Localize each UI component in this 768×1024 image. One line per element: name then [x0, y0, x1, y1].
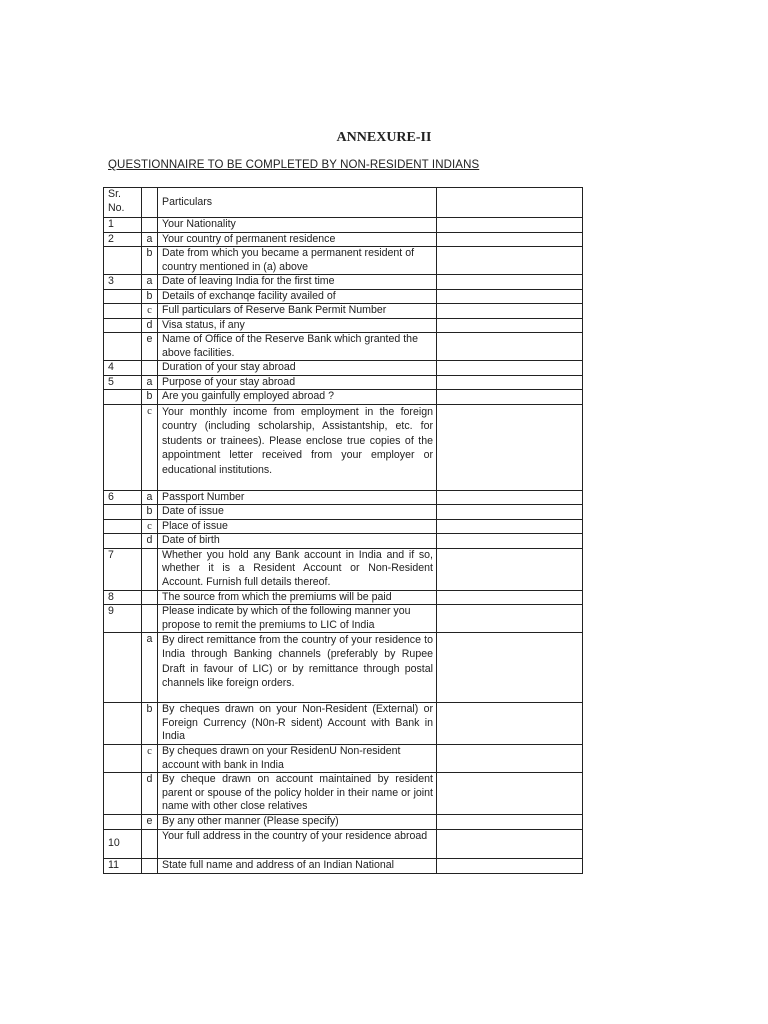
- particulars-cell: Duration of your stay abroad: [158, 361, 437, 376]
- sr-no-cell: [104, 318, 142, 333]
- table-row: [104, 605, 583, 633]
- answer-cell[interactable]: [437, 519, 583, 534]
- particulars-cell: Are you gainfully employed abroad ?: [158, 390, 437, 405]
- particulars-cell: Date of leaving India for the first time: [158, 275, 437, 290]
- particulars-cell: Place of issue: [158, 519, 437, 534]
- sub-item-cell: b: [142, 247, 158, 275]
- sr-no-cell: [104, 505, 142, 520]
- particulars-cell: Your full address in the country of your residence abroad: [158, 829, 437, 858]
- table-row: [104, 829, 583, 858]
- header-sub: [142, 188, 158, 218]
- table-header-row: [104, 188, 583, 218]
- answer-cell[interactable]: [437, 829, 583, 858]
- sub-item-cell: [142, 605, 158, 633]
- sub-item-cell: [142, 218, 158, 233]
- sub-item-cell: b: [142, 703, 158, 745]
- answer-cell[interactable]: [437, 633, 583, 703]
- table-row: [104, 333, 583, 361]
- table-row: [104, 590, 583, 605]
- table-row: [104, 633, 583, 703]
- sr-no-cell: 10: [104, 829, 142, 858]
- table-row: [104, 218, 583, 233]
- questionnaire-title: QUESTIONNAIRE TO BE COMPLETED BY NON-RESIDENT INDIANS: [108, 159, 480, 171]
- sr-no-cell: [104, 390, 142, 405]
- particulars-cell: Your monthly income from employment in the foreign country (including scholarship, Assistantship, etc. for students or trainees). Please enclose true copies of the appointment letter received from your employer or educational institutions.: [158, 404, 437, 490]
- sub-item-cell: [142, 361, 158, 376]
- answer-cell[interactable]: [437, 218, 583, 233]
- particulars-cell: Name of Office of the Reserve Bank which granted the above facilities.: [158, 333, 437, 361]
- answer-cell[interactable]: [437, 490, 583, 505]
- sub-item-cell: b: [142, 289, 158, 304]
- sr-no-cell: [104, 773, 142, 815]
- answer-cell[interactable]: [437, 590, 583, 605]
- table-row: [104, 318, 583, 333]
- answer-cell[interactable]: [437, 318, 583, 333]
- answer-cell[interactable]: [437, 703, 583, 745]
- answer-cell[interactable]: [437, 815, 583, 830]
- sub-item-cell: a: [142, 232, 158, 247]
- sub-item-cell: a: [142, 490, 158, 505]
- sub-item-cell: a: [142, 275, 158, 290]
- sub-item-cell: d: [142, 773, 158, 815]
- answer-cell[interactable]: [437, 505, 583, 520]
- sr-no-cell: [104, 404, 142, 490]
- table-row: [104, 815, 583, 830]
- table-row: [104, 534, 583, 549]
- table-row: [104, 773, 583, 815]
- sub-item-cell: c: [142, 304, 158, 319]
- sub-item-cell: a: [142, 375, 158, 390]
- table-row: [104, 361, 583, 376]
- particulars-cell: Your country of permanent residence: [158, 232, 437, 247]
- table-row: [104, 703, 583, 745]
- sr-no-cell: [104, 703, 142, 745]
- particulars-cell: Details of exchanqe facility availed of: [158, 289, 437, 304]
- sr-no-cell: [104, 289, 142, 304]
- table-row: [104, 548, 583, 590]
- sub-item-cell: b: [142, 505, 158, 520]
- particulars-cell: Purpose of your stay abroad: [158, 375, 437, 390]
- answer-cell[interactable]: [437, 548, 583, 590]
- table-row: [104, 505, 583, 520]
- answer-cell[interactable]: [437, 247, 583, 275]
- sub-item-cell: e: [142, 815, 158, 830]
- sr-no-cell: [104, 247, 142, 275]
- answer-cell[interactable]: [437, 289, 583, 304]
- particulars-cell: By cheque drawn on account maintained by resident parent or spouse of the policy holder in their name or joint name with other close relatives: [158, 773, 437, 815]
- sr-no-cell: 5: [104, 375, 142, 390]
- answer-cell[interactable]: [437, 858, 583, 873]
- answer-cell[interactable]: [437, 375, 583, 390]
- table-row: [104, 519, 583, 534]
- table-row: [104, 304, 583, 319]
- particulars-cell: By any other manner (Please specify): [158, 815, 437, 830]
- sr-no-cell: 9: [104, 605, 142, 633]
- particulars-cell: By cheques drawn on your Non-Resident (External) or Foreign Currency (N0n-R sident) Account with Bank in India: [158, 703, 437, 745]
- sr-no-cell: [104, 815, 142, 830]
- sub-item-cell: [142, 829, 158, 858]
- answer-cell[interactable]: [437, 404, 583, 490]
- table-row: [104, 390, 583, 405]
- sub-item-cell: c: [142, 404, 158, 490]
- sub-item-cell: [142, 548, 158, 590]
- answer-cell[interactable]: [437, 232, 583, 247]
- answer-cell[interactable]: [437, 361, 583, 376]
- answer-cell[interactable]: [437, 773, 583, 815]
- particulars-cell: Date of issue: [158, 505, 437, 520]
- sr-no-cell: [104, 519, 142, 534]
- sub-item-cell: b: [142, 390, 158, 405]
- answer-cell[interactable]: [437, 390, 583, 405]
- answer-cell[interactable]: [437, 304, 583, 319]
- sr-no-cell: [104, 304, 142, 319]
- annexure-title: ANNEXURE-II: [336, 130, 432, 145]
- answer-cell[interactable]: [437, 605, 583, 633]
- sub-item-cell: a: [142, 633, 158, 703]
- sr-no-cell: 3: [104, 275, 142, 290]
- header-sr-no: Sr. No.: [104, 188, 142, 218]
- sub-item-cell: [142, 590, 158, 605]
- answer-cell[interactable]: [437, 333, 583, 361]
- sr-no-cell: 8: [104, 590, 142, 605]
- particulars-cell: Date from which you became a permanent resident of country mentioned in (a) above: [158, 247, 437, 275]
- answer-cell[interactable]: [437, 534, 583, 549]
- sub-item-cell: d: [142, 534, 158, 549]
- particulars-cell: Please indicate by which of the following manner you propose to remit the premiums to LIC of India: [158, 605, 437, 633]
- particulars-cell: State full name and address of an Indian National: [158, 858, 437, 873]
- sr-no-cell: 1: [104, 218, 142, 233]
- table-row: [104, 232, 583, 247]
- sub-item-cell: e: [142, 333, 158, 361]
- answer-cell[interactable]: [437, 275, 583, 290]
- header-particulars: Particulars: [158, 188, 437, 218]
- particulars-cell: By cheques drawn on your ResidenU Non-resident account with bank in India: [158, 745, 437, 773]
- sr-no-cell: [104, 534, 142, 549]
- sr-no-cell: 6: [104, 490, 142, 505]
- answer-cell[interactable]: [437, 745, 583, 773]
- sr-no-cell: [104, 633, 142, 703]
- particulars-cell: Full particulars of Reserve Bank Permit Number: [158, 304, 437, 319]
- table-row: [104, 247, 583, 275]
- particulars-cell: Date of birth: [158, 534, 437, 549]
- sr-no-cell: 4: [104, 361, 142, 376]
- sr-no-cell: [104, 745, 142, 773]
- table-row: [104, 404, 583, 490]
- sr-no-cell: [104, 333, 142, 361]
- table-row: [104, 275, 583, 290]
- answer-cell[interactable]: [437, 188, 583, 218]
- particulars-cell: Visa status, if any: [158, 318, 437, 333]
- questionnaire-table: [103, 187, 583, 874]
- particulars-cell: Your Nationality: [158, 218, 437, 233]
- table-row: [104, 858, 583, 873]
- table-row: [104, 375, 583, 390]
- particulars-cell: Passport Number: [158, 490, 437, 505]
- table-row: [104, 289, 583, 304]
- sub-item-cell: d: [142, 318, 158, 333]
- sr-no-cell: 11: [104, 858, 142, 873]
- particulars-cell: By direct remittance from the country of your residence to India through Banking channels (preferably by Rupee Draft in favour of LIC) or by remittance through postal channels like foreign orders.: [158, 633, 437, 703]
- sr-no-cell: 7: [104, 548, 142, 590]
- sub-item-cell: c: [142, 745, 158, 773]
- sub-item-cell: [142, 858, 158, 873]
- particulars-cell: The source from which the premiums will be paid: [158, 590, 437, 605]
- particulars-cell: Whether you hold any Bank account in India and if so, whether it is a Resident Account or Non-Resident Account. Furnish full details thereof.: [158, 548, 437, 590]
- sr-no-cell: 2: [104, 232, 142, 247]
- table-row: [104, 490, 583, 505]
- sub-item-cell: c: [142, 519, 158, 534]
- table-row: [104, 745, 583, 773]
